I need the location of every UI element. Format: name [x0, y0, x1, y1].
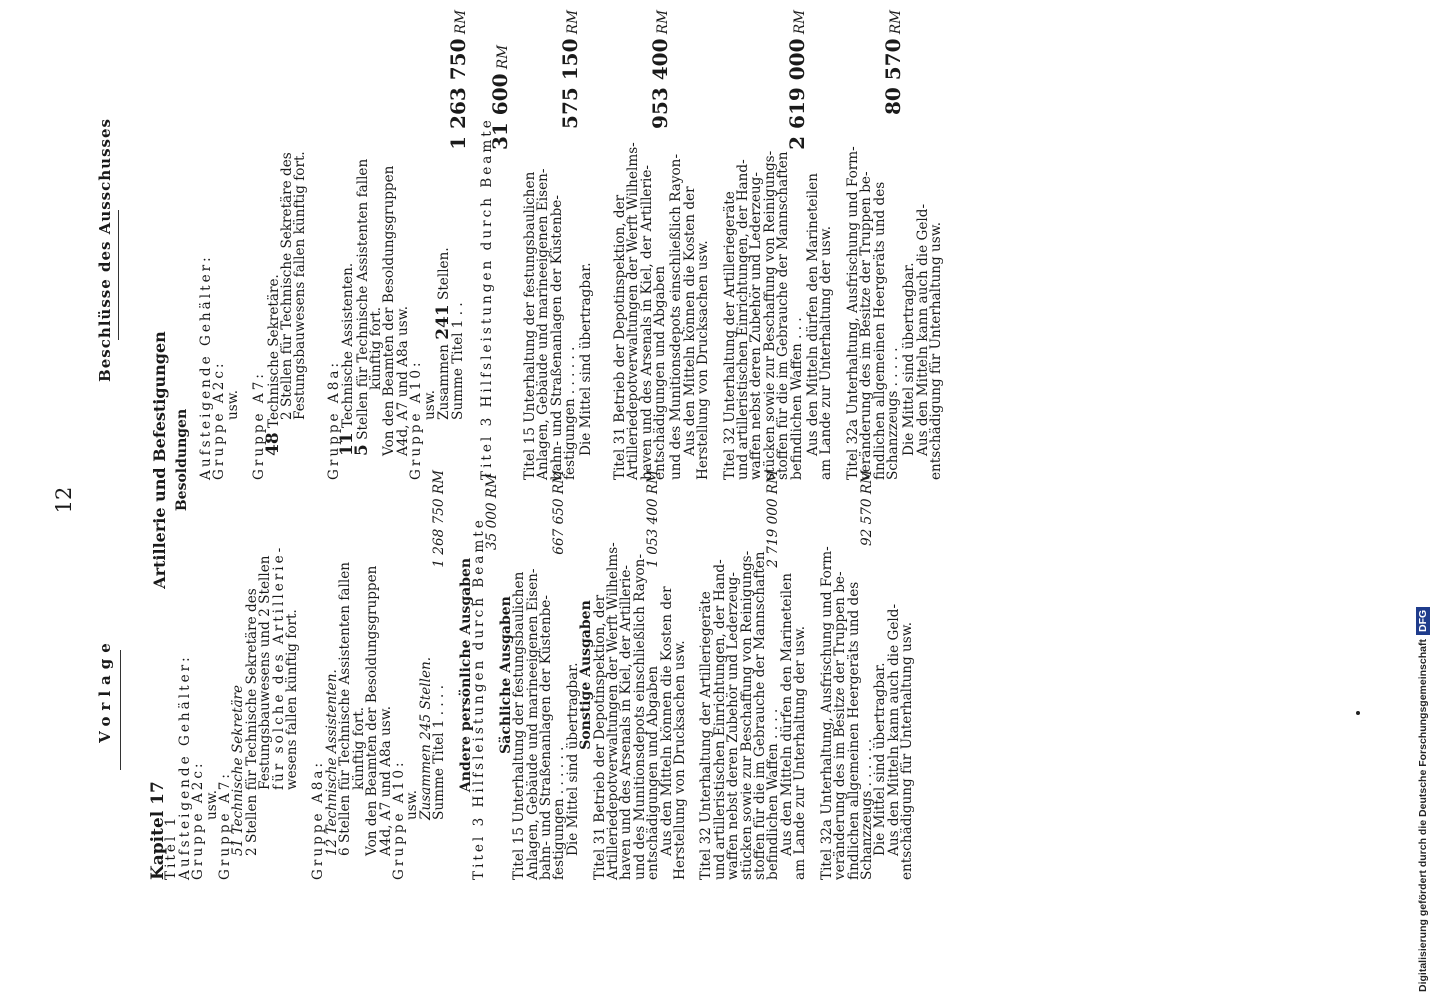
- text-line: und des Munitionsdepots einschließlich Rayon-: [668, 153, 685, 480]
- text-line: haven und des Arsenals in Kiel, der Artillerie-: [638, 165, 655, 480]
- text-line: Aus den Mitteln kann auch die Geld-: [914, 203, 931, 456]
- text-line: und artilleristischen Einrichtungen, der Hand-: [735, 159, 751, 480]
- title-label: Titel 1: [163, 814, 180, 880]
- text-line: und des Munitionsdepots einschließlich Rayon-: [631, 553, 648, 880]
- text-line: Anlagen, Gebäude und marineeigenen Eisen-: [524, 568, 541, 880]
- text-line: Aufsteigende Gehälter:: [198, 254, 214, 480]
- group-label: Gruppe A10:: [390, 759, 407, 880]
- text-line: Aufsteigende Gehälter:: [176, 654, 193, 880]
- text-line: stücken sowie zur Beschaffung von Reinigungs-: [738, 550, 755, 880]
- section-title: Artillerie und Befestigungen: [150, 331, 169, 589]
- dfg-logo: DFG: [1416, 607, 1430, 635]
- text-line: Schanzzeugs . . . . .: [885, 347, 902, 480]
- subheading: Sächliche Ausgaben: [497, 596, 514, 754]
- currency: RM: [495, 44, 512, 70]
- text-line: Festungsbauwesens fallen künftig fort.: [292, 151, 309, 420]
- text-line: Schanzzeugs . . . . . .: [858, 738, 875, 880]
- text-line: bahn- und Straßenanlagen der Küstenbe-: [548, 195, 565, 480]
- text-line: A4d, A7 und A8a usw.: [377, 705, 394, 856]
- amount: 953 400: [647, 38, 672, 129]
- currency: RM: [888, 10, 905, 35]
- amount: 575 150: [557, 38, 582, 129]
- left-column: [148, 470, 916, 880]
- group-label: Gruppe A2c:: [211, 360, 228, 480]
- text-line: Titel 15 Unterhaltung der festungsbaulichen: [511, 571, 528, 880]
- text-line: Stellen.: [436, 247, 453, 300]
- text-line: Artilleriedepotverwaltungen der Werft Wilhelms-: [625, 142, 642, 480]
- group-label: Gruppe A10:: [408, 359, 425, 480]
- text-line: Titel 3 Hilfsleistungen durch Beamte: [470, 517, 487, 880]
- amount: 92 570 RM: [858, 470, 875, 547]
- amount-row: [488, 10, 513, 480]
- text-line: Titel 31 Betrieb der Depotinspektion, der: [591, 594, 608, 880]
- sum-row: [433, 470, 446, 880]
- right-column: [200, 10, 944, 480]
- text-line: Aus den Mitteln können die Kosten der: [681, 186, 698, 456]
- text-line: Titel 32a Unterhaltung, Ausfrischung und Form-: [844, 146, 861, 480]
- sum-label: Summe Titel 1 . .: [449, 302, 466, 420]
- text-line: 2 Stellen für Technische Sekretäre des: [279, 152, 296, 420]
- text-line: künftig fort.: [368, 306, 385, 390]
- count-value: 11: [337, 432, 358, 456]
- page-number: 12: [52, 486, 76, 514]
- text-line: veränderung des im Besitze der Truppen be-: [858, 171, 875, 480]
- stamp-text: Digitalisierung gefördert durch die Deutsche Forschungsgemeinschaft: [1417, 639, 1429, 992]
- text-line: A4d, A7 und A8a usw.: [394, 305, 411, 456]
- group-label: Gruppe A7:: [217, 771, 234, 880]
- amount: 1 053 400 RM: [645, 470, 662, 568]
- text-line: wesens fallen künftig fort.: [284, 609, 301, 790]
- text-line: stücken sowie zur Beschaffung von Reinigungs-: [761, 150, 778, 480]
- digitization-stamp: [1414, 8, 1432, 992]
- text-line: Titel 32 Unterhaltung der Artilleriegeräte: [721, 191, 738, 480]
- text-line: stoffen für die im Gebrauche der Mannschaften: [752, 551, 769, 880]
- amount: 31 600: [488, 73, 513, 150]
- section-subtitle: Besoldungen: [174, 408, 190, 512]
- text-line: bahn- und Straßenanlagen der Küstenbe-: [537, 595, 554, 880]
- text-line: stoffen für die im Gebrauche der Mannschaften: [775, 151, 792, 480]
- text-line: Technische Assistenten.: [340, 262, 357, 428]
- text-line: Titel 31 Betrieb der Depotinspektion, der: [611, 194, 628, 480]
- amount: 2 619 000: [784, 38, 809, 150]
- divider: [120, 650, 121, 770]
- text-line: Zusammen: [436, 344, 453, 420]
- amount: 35 000 RM: [484, 473, 501, 550]
- sum-row: [445, 10, 470, 480]
- text-line: künftig fort.: [350, 706, 367, 790]
- text-line: haven und des Arsenals in Kiel, der Artillerie-: [618, 565, 635, 880]
- text-line: 51 Technische Sekretäre: [230, 684, 247, 856]
- text-line: Die Mittel sind übertragbar.: [901, 262, 918, 456]
- text-line: festigungen . . . . . .: [551, 746, 568, 880]
- text-line: Titel 32a Unterhaltung, Ausfrischung und Form-: [818, 546, 835, 880]
- group-label: Gruppe A7:: [251, 371, 268, 480]
- text-line: findlichen allgemeinen Heergeräts und des: [871, 181, 888, 480]
- text-line: veränderung des im Besitze der Truppen be-: [832, 571, 849, 880]
- text-line: Aus den Mitteln kann auch die Geld-: [885, 603, 902, 856]
- text-line: Die Mittel sind übertragbar.: [564, 662, 581, 856]
- currency: RM: [791, 10, 808, 35]
- text-line: usw.: [224, 389, 241, 420]
- text-line: Festungsbauwesens und 2 Stellen: [257, 555, 274, 790]
- currency: RM: [452, 10, 469, 35]
- text-line: 2 Stellen für Technische Sekretäre des: [243, 588, 260, 856]
- text-line: Stellen für Technische Assistenten fallen: [354, 158, 371, 440]
- text-line: entschädigungen und Abgaben: [651, 265, 668, 480]
- text-line: Von den Beamten der Besoldungsgruppen: [364, 565, 381, 856]
- text-line: Die Mittel sind übertragbar.: [872, 662, 889, 856]
- text-line: Zusammen 245 Stellen.: [417, 656, 434, 820]
- text-line: Herstellung von Drucksachen usw.: [672, 640, 689, 880]
- subheading: Sonstige Ausgaben: [578, 600, 595, 750]
- chapter-label: Kapitel 17: [148, 781, 168, 880]
- text-line: Artilleriedepotverwaltungen der Werft Wilhelms-: [605, 542, 621, 880]
- text-line: am Lande zur Unterhaltung der usw.: [792, 625, 809, 880]
- text-line: usw.: [404, 789, 421, 820]
- currency: RM: [654, 10, 671, 35]
- count-value: 48: [262, 432, 283, 456]
- text-line: findlichen allgemeinen Heergeräts und des: [845, 581, 862, 880]
- text-line: 6 Stellen für Technische Assistenten fallen: [337, 561, 354, 856]
- sum-value: 1 263 750: [445, 38, 470, 150]
- text-line: Aus den Mitteln dürfen den Marineteilen: [805, 173, 822, 456]
- group-label: Gruppe A8a:: [310, 759, 327, 880]
- text-line: Titel 3 Hilfsleistungen durch Beamte: [478, 117, 495, 480]
- text-line: am Lande zur Unterhaltung der usw.: [818, 225, 835, 480]
- text-line: und artilleristischen Einrichtungen, der Hand-: [711, 559, 728, 880]
- left-column-header: Vorlage: [96, 637, 114, 743]
- ink-dot: [1356, 711, 1360, 715]
- group-label: Gruppe A2c:: [190, 760, 207, 880]
- text-line: Aus den Mitteln können die Kosten der: [658, 586, 675, 856]
- text-line: usw.: [203, 789, 220, 820]
- text-line: entschädigung für Unterhaltung usw.: [928, 221, 945, 480]
- right-column-header: Beschlüsse des Ausschusses: [96, 118, 114, 382]
- sum-label: Summe Titel 1 . . . .: [431, 684, 448, 820]
- amount: 80 570: [881, 38, 906, 116]
- text-line: waffen nebst deren Zubehör und Lederzeug-: [748, 172, 765, 480]
- subheading: Andere persönliche Ausgaben: [457, 557, 474, 793]
- text-line: Technische Sekretäre.: [265, 274, 282, 428]
- text-line: Anlagen, Gebäude und marineeigenen Eisen-: [535, 168, 552, 480]
- text-line: Herstellung von Drucksachen usw.: [695, 240, 712, 480]
- currency: RM: [564, 10, 581, 35]
- text-line: Titel 15 Unterhaltung der festungsbaulichen: [521, 171, 538, 480]
- amount: 2 719 000 RM: [765, 470, 782, 568]
- text-line: Aus den Mitteln dürfen den Marineteilen: [778, 573, 795, 856]
- text-line: waffen nebst deren Zubehör und Lederzeug-: [725, 572, 742, 880]
- count-value: 5: [351, 444, 372, 456]
- amount: 667 650 RM: [551, 470, 568, 555]
- text-line: 12 Technische Assistenten.: [323, 669, 340, 856]
- text-line: befindlichen Waffen . . .: [788, 317, 805, 480]
- divider: [118, 210, 119, 340]
- group-label: Gruppe A8a:: [325, 359, 342, 480]
- text-line: entschädigung für Unterhaltung usw.: [899, 621, 916, 880]
- text-line: Titel 32 Unterhaltung der Artilleriegeräte: [698, 591, 715, 880]
- text-line: entschädigungen und Abgaben: [645, 665, 662, 880]
- text-line: für solche des Artillerie-: [270, 544, 287, 790]
- text-line: festigungen . . . . . .: [561, 346, 578, 480]
- text-line: Von den Beamten der Besoldungsgruppen: [381, 165, 398, 456]
- text-line: befindlichen Waffen . . . .: [765, 708, 782, 880]
- text-line: usw.: [421, 389, 438, 420]
- sum-value: 1 268 750 RM: [431, 470, 448, 568]
- text-line: Die Mittel sind übertragbar.: [578, 262, 595, 456]
- count-value: 241: [433, 304, 454, 340]
